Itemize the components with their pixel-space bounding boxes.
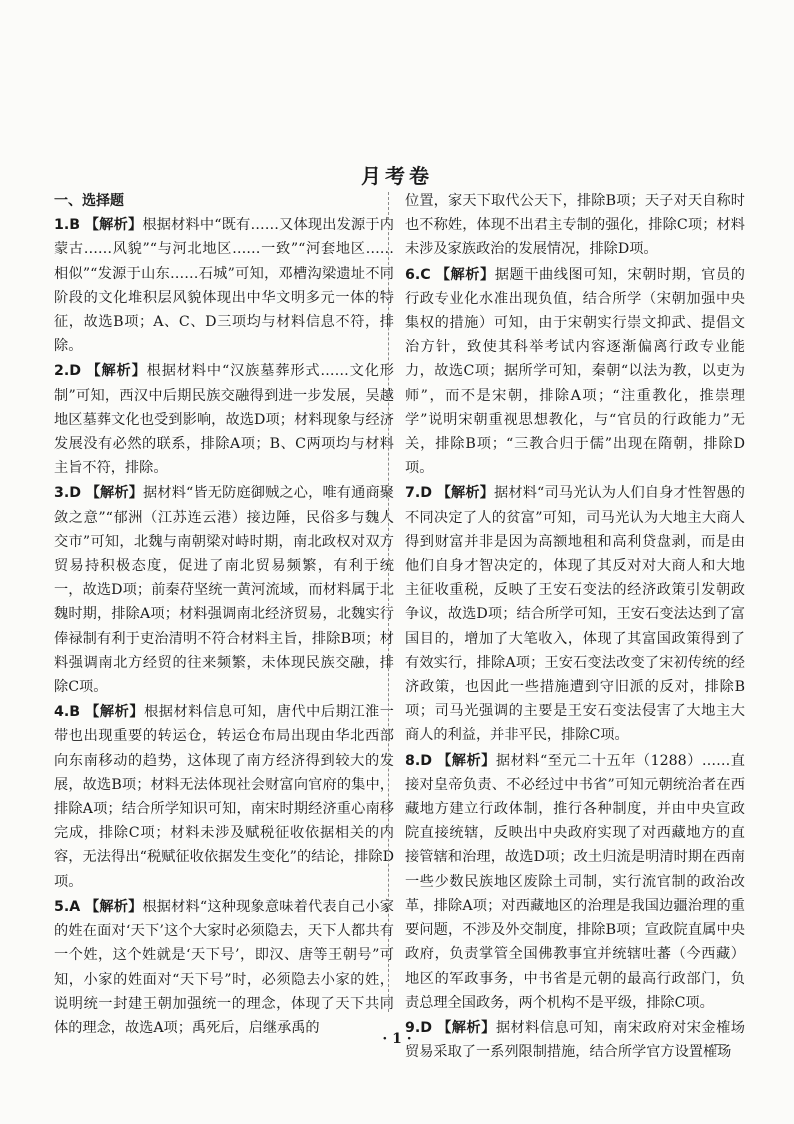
analysis-tag: 【解析】 — [435, 266, 495, 283]
answer-number: 3.D — [54, 485, 82, 502]
answer-item — [405, 263, 745, 481]
answer-text: 据材料“司马光认为人们自身才性智愚的不同决定了人的贫富”可知，司马光认为大地主大商人得到财富并非是因为高额地租和高利贷盘剥，而是由他们自身才智决定的，体现了其反对对大商人和大地主征收重税，反映了王安石变法的经济政策引发朝政争议，故选D项；结合所学可知，王安石变法达到了富国目的，增加了大笔收入，体现了其富国政策得到了有效实行，排除A项；王安石变法改变了宋初传统的经济政策，也因此一些措施遭到守旧派的反对，排除B项；司马光强调的主要是王安石变法侵害了大地主大商人的利益，并非平民，排除C项。 — [405, 485, 745, 744]
page-title: 月考卷 — [361, 164, 433, 188]
analysis-tag: 【解析】 — [84, 217, 143, 234]
answer-text: 据题干曲线图可知，宋朝时期，官员的行政专业化水准出现负值，结合所学（宋朝加强中央集权的措施）可知，由于宋朝实行崇文抑武、提倡文治方针，致使其科举考试内容逐渐偏离行政专业能力，故选C项；据所学可知，秦朝“以法为教，以吏为师”，而不是宋朝，排除A项；“注重教化，推崇理学”说明宋朝重视思想教化，与“官员的行政能力”无关，排除B项；“三教合归于儒”出现在隋朝，排除D项。 — [405, 266, 745, 477]
answer-number: 2.D — [54, 363, 82, 380]
left-answer-list — [54, 213, 394, 1040]
left-column — [54, 189, 394, 1041]
answer-item — [54, 895, 394, 1040]
right-answer-list — [405, 263, 745, 1065]
answer-text: 据材料信息可知，南宋政府对宋金榷场贸易采取了一系列限制措施，结合所学官方设置榷场 — [405, 1019, 745, 1061]
answer-item — [405, 481, 745, 747]
answer-text: 据材料“皆无防庭御贼之心，唯有通商聚敛之意”“郁洲（江苏连云港）接边陲，民俗多与魏人交市”可知，北魏与南朝梁对峙时期，南北政权对双方贸易持积极态度，促进了南北贸易频繁，有利于统一，故选D项；前秦苻坚统一黄河流域，而材料属于北魏时期，排除A项；材料强调南北经济贸易，北魏实行俸禄制有利于吏治清明不符合材料主旨，排除B项；材料强调南北方经贸的往来频繁，未体现民族交融，排除C项。 — [54, 485, 394, 696]
answer-item — [54, 700, 394, 894]
column-divider — [388, 192, 389, 1012]
page-number: · 1 · — [382, 1031, 412, 1047]
answer-number: 4.B — [54, 704, 81, 721]
answer-text: 根据材料“这种现象意味着代表自己小家的姓在面对‘天下’这个大家时必须隐去，天下人都共有一个姓，这个姓就是‘天下号’，即汉、唐等王朝号”可知，小家的姓面对“天下号”时，必须隐去小家的姓，说明统一封建王朝加强统一的理念，体现了天下共同体的理念，故选A项；禹死后，启继承禹的 — [54, 898, 394, 1036]
analysis-tag: 【解析】 — [437, 1019, 496, 1036]
answer-text: 根据材料中“既有……又体现出发源于内蒙古……风貌”“与河北地区……一致”“河套地区……相似”“发源于山东……石城”可知，邓槽沟梁遗址不同阶段的文化堆积层风貌体现出中华文明多元一体的特征，故选B项；A、C、D三项均与材料信息不符，排除。 — [54, 217, 394, 355]
answer-item — [405, 749, 745, 1015]
analysis-tag: 【解析】 — [437, 752, 496, 769]
section-heading: 一、选择题 — [54, 193, 124, 209]
answer-item — [54, 213, 394, 358]
answer-continuation: 位置，家天下取代公天下，排除B项；天子对天自称时也不称姓，体现不出君主专制的强化，排除C项；材料未涉及家族政治的发展情况，排除D项。 — [405, 193, 745, 258]
analysis-tag: 【解析】 — [85, 485, 144, 502]
answer-item — [54, 359, 394, 480]
answer-text: 据材料“至元二十五年（1288）……直接对皇帝负责、不必经过中书省”可知元朝统治者在西藏地方建立行政体制，推行各种制度，并由中央宣政院直接统辖，反映出中央政府实现了对西藏地方的直接管辖和治理，故选D项；改土归流是明清时期在西南一些少数民族地区废除土司制，实行流官制的政治改革，排除A项；对西藏地区的治理是我国边疆治理的重要问题，不涉及外交制度，排除B项；宣政院直属中央政府，负责掌管全国佛教事宜并统辖吐蕃（今西藏）地区的军政事务，中书省是元朝的最高行政部门，负责总理全国政务，两个机构不是平级，排除C项。 — [405, 752, 745, 1011]
answer-number: 9.D — [405, 1019, 433, 1036]
answer-number: 6.C — [405, 266, 431, 283]
analysis-tag: 【解析】 — [84, 898, 143, 915]
answer-number: 8.D — [405, 752, 433, 769]
answer-item — [54, 481, 394, 699]
answer-number: 1.B — [54, 217, 81, 234]
right-column — [405, 189, 745, 1065]
answer-text: 根据材料中“汉族墓葬形式……文化形制”可知，西汉中后期民族交融得到进一步发展，吴越地区墓葬文化也受到影响，故选D项；材料现象与经济发展没有必然的联系，排除A项；B、C两项均与材料主旨不符，排除。 — [54, 363, 394, 477]
answer-number: 7.D — [405, 485, 433, 502]
answer-number: 5.A — [54, 898, 81, 915]
corner-mark — [714, 1044, 726, 1045]
analysis-tag: 【解析】 — [86, 363, 147, 380]
analysis-tag: 【解析】 — [436, 485, 495, 502]
answer-text: 根据材料信息可知，唐代中后期江淮一带也出现重要的转运仓，转运仓布局出现由华北西部向东南移动的趋势，这体现了南方经济得到较大的发展，故选B项；材料无法体现社会财富向官府的集中，排除A项；结合所学知识可知，南宋时期经济重心南移完成，排除C项；材料未涉及赋税征收依据相关的内容，无法得出“税赋征收依据发生变化”的结论，排除D项。 — [54, 704, 394, 890]
analysis-tag: 【解析】 — [85, 704, 145, 721]
